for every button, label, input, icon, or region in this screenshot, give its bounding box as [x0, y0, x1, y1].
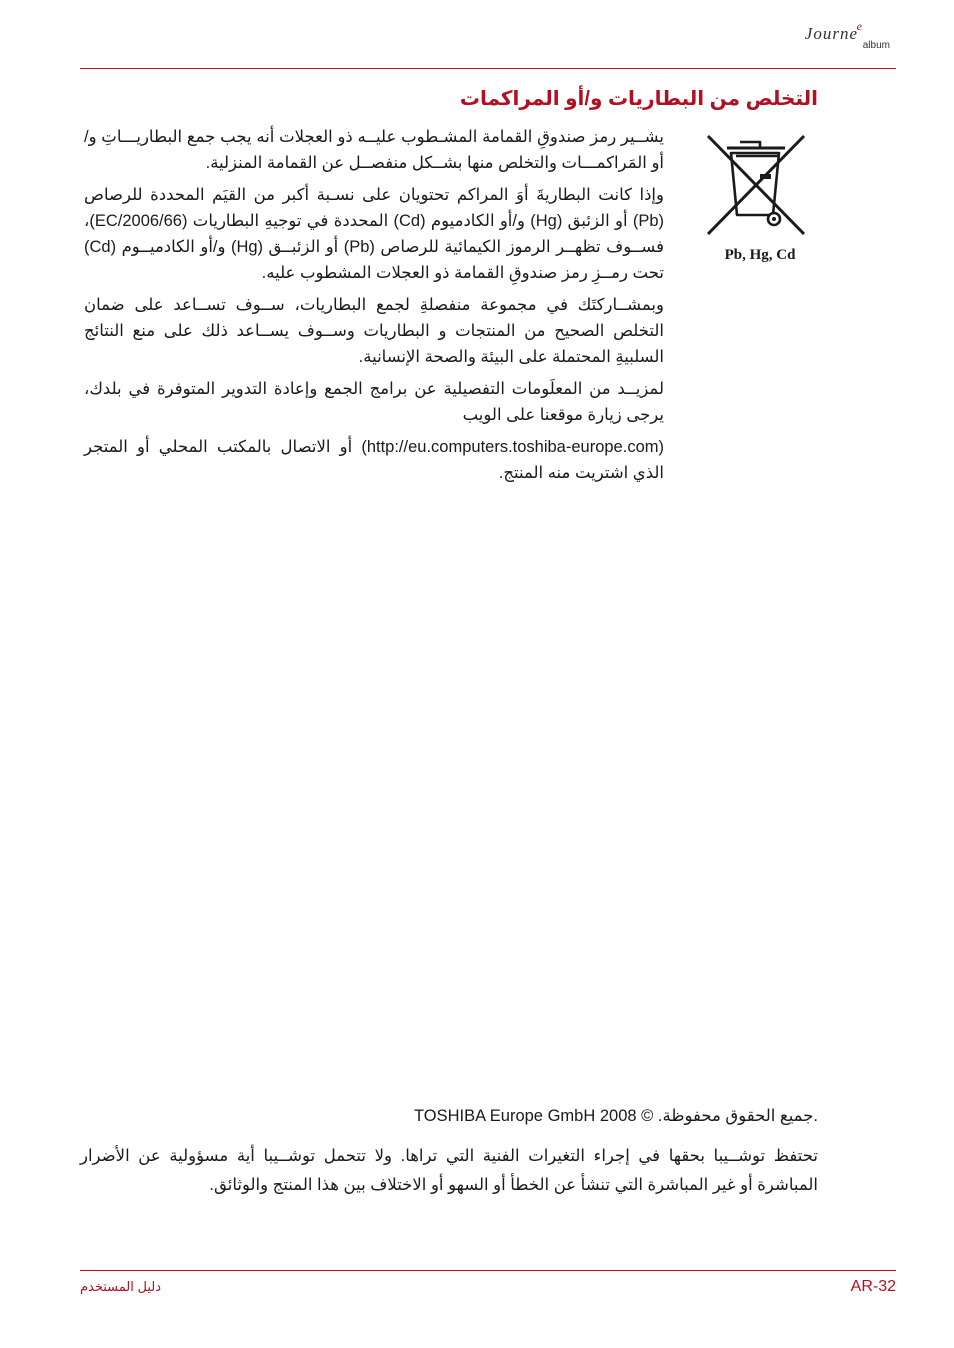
battery-disposal-text	[84, 124, 664, 492]
paragraph-symbol-meaning: يشــير رمز صندوقِ القمامة المشـطوب عليــه ذو العجلات أنه يجب جمع البطاريـــاتِ و/أو المَراكمـــات والتخلص منها بشــكل منفصــل عن القمامة المنزلية.	[84, 128, 664, 172]
header-divider	[80, 68, 896, 69]
footer-divider	[80, 1270, 896, 1271]
logo-subtitle: album	[862, 40, 890, 51]
section-title: التخلص من البطاريات و/أو المراكمات	[459, 88, 818, 110]
paragraph-more-info: لمزيــد من المعلَومات التفصيلية عن برامج الجمع وإعادة التدوير المتوفرة في بلدك، يرجى زيارة موقعنا على الويب	[84, 380, 664, 424]
copyright-notice: .جميع الحقوق محفوظة. © 2008 TOSHIBA Europe GmbH	[413, 1107, 818, 1125]
journe-album-logo	[802, 19, 892, 52]
paragraph-website-contact: (http://eu.computers.toshiba-europe.com) أو الاتصال بالمكتب المحلي أو المتجر الذي اشتريت منه المنتج.	[84, 438, 664, 482]
logo-wordmark: Journe	[804, 24, 858, 43]
paragraph-chemical-symbols: وإذا كانت البطاريةَ أوَ المراكم تحتويان على نسـبة أكبر من القيَم المحددة للرصاص (Pb) أو الزئبق (Hg) و/أو الكادميوم (Cd) المحددة في توجيهِ البطاريات (2006/66/EC)، فســوف تظهــر الرموز الكيمائية للرصاص (Pb) أو الزئبــق (Hg) و/أو الكادميــوم (Cd) تحت رمــزِ رمز صندوقِ القمامة ذو العجلات المشطوب عليه.	[84, 186, 665, 282]
hazardous-metals-label: Pb, Hg, Cd	[724, 247, 796, 263]
footer-manual-name: دليل المستخدم	[80, 1279, 162, 1294]
logo-accent-letter: e	[856, 19, 862, 33]
paragraph-separate-collection: وبمشــاركتَك في مجموعة منفصلةِ لجمع البطاريات، ســوف تســاعد على ضمان التخلص الصحيح من المنتجات و البطاريات وســوف يســاعد ذلك على منع النتائج السلبيةِ المحتملة على البيئة والصحة الإنسانية.	[84, 296, 664, 366]
disclaimer-text: تحتفظ توشــيبا بحقها في إجراء التغيرات الفنية التي تراها. ولا تتحمل توشــيبا أية مسؤولية عن الأضرار المباشرة أو غير المباشرة التي تنشأ عن الخطأ أو السهو أو الاختلاف بين هذا المنتج والوثائق.	[80, 1147, 818, 1194]
crossed-out-wheelie-bin-icon	[700, 130, 812, 250]
footer-page-number: AR-32	[850, 1278, 896, 1295]
